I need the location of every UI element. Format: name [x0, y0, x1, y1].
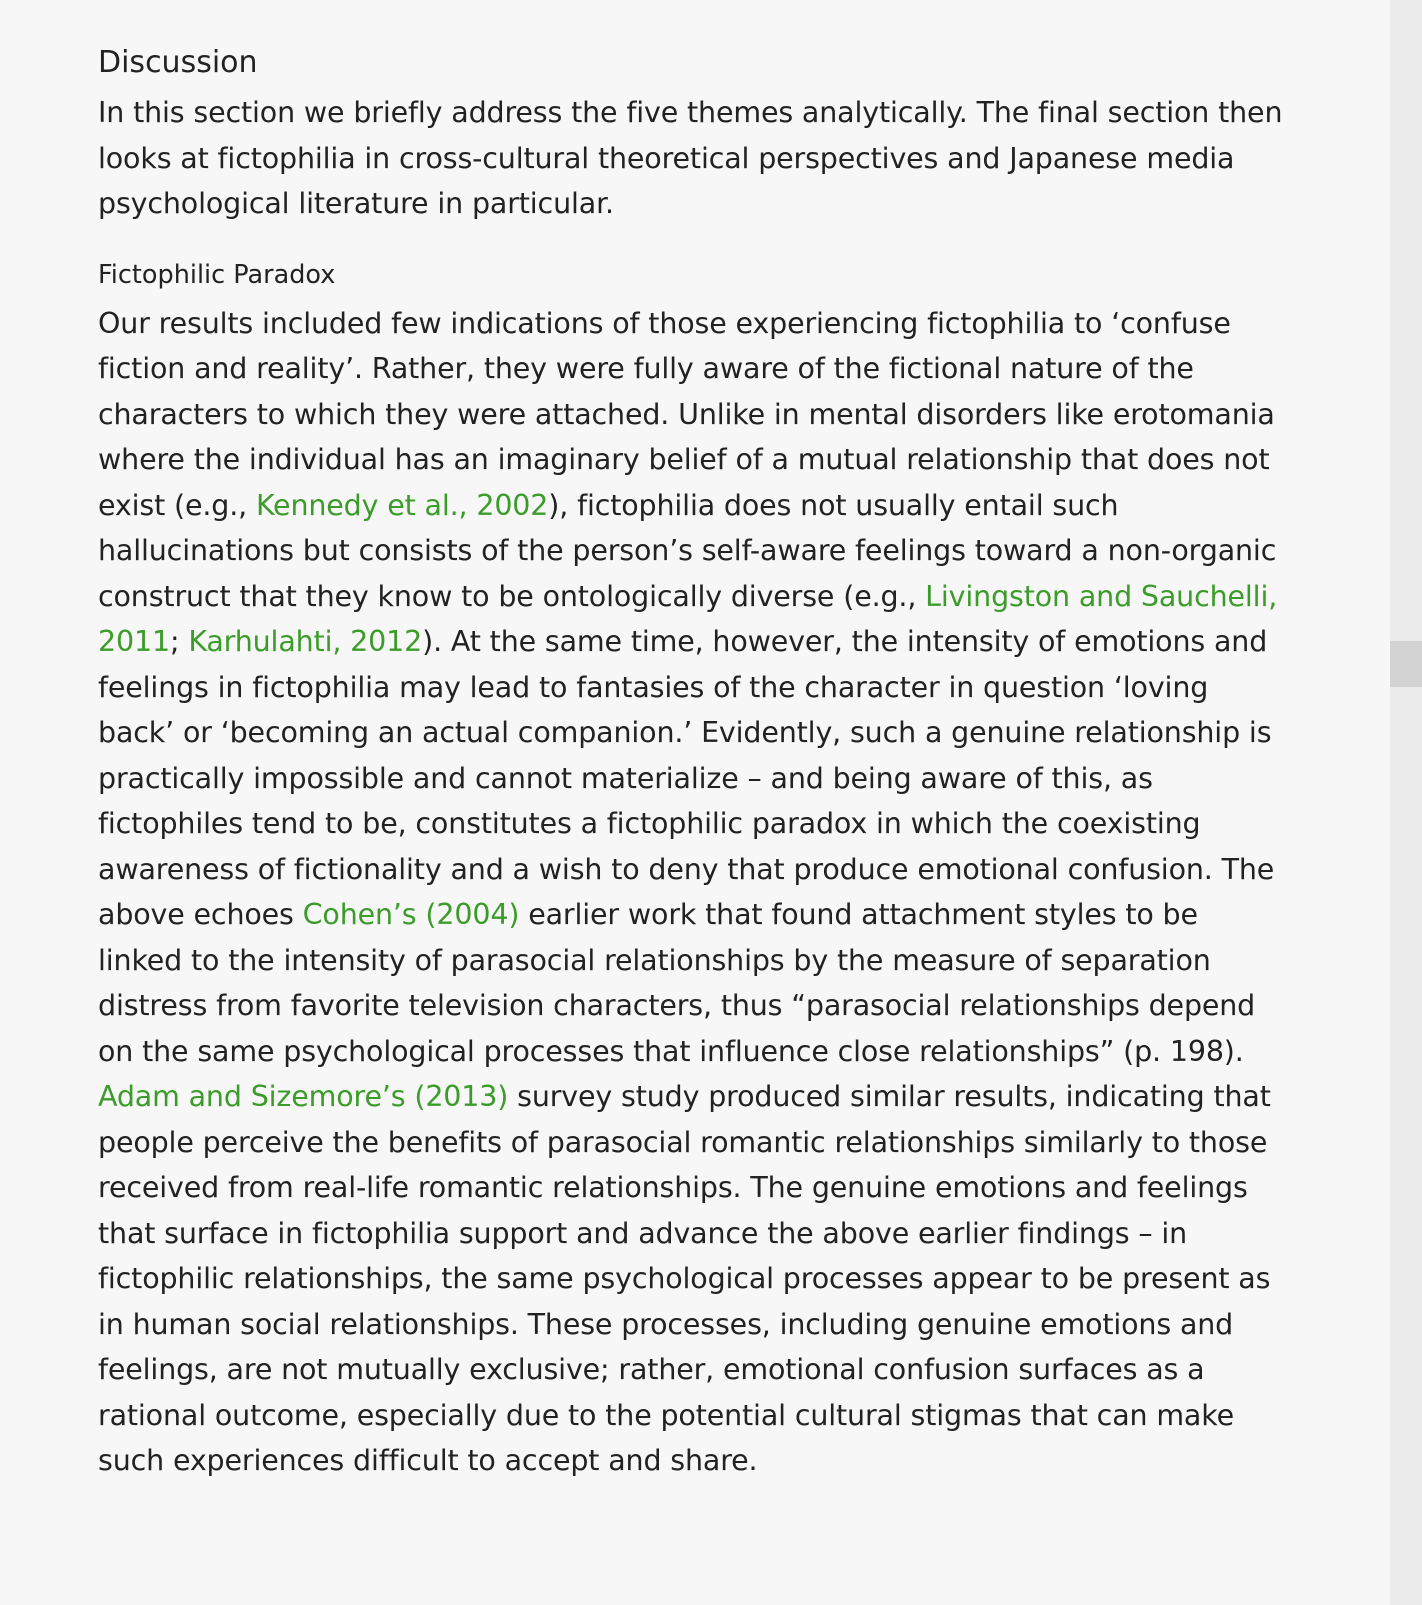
- fictophilic-paradox-paragraph: [98, 301, 1288, 1484]
- citation-link-livingston-sauchelli-2011[interactable]: Livingston and Sauchelli, 2011: [98, 579, 1278, 658]
- scrollbar-thumb[interactable]: [1390, 641, 1422, 687]
- paragraph-text: Our results included few indications of those experiencing fictophilia to ‘confuse fiction and reality’. Rather, they were fully aware of the fictional nature of the characters to which they were attached. Unlike in mental disorders like erotomania where the individual has an imaginary belief of a mutual relationship that does not exist (e.g.,: [98, 306, 1275, 522]
- paragraph-text: survey study produced similar results, indicating that people perceive the benefits of parasocial romantic relationships similarly to those received from real-life romantic relationships. The genuine emotions and feelings that surface in fictophilia support and advance the above earlier findings – in fictophilic relationships, the same psychological processes appear to be present as in human social relationships. These processes, including genuine emotions and feelings, are not mutually exclusive; rather, emotional confusion surfaces as a rational outcome, especially due to the potential cultural stigmas that can make such experiences difficult to accept and share.: [98, 1080, 1271, 1477]
- paragraph-text: ), fictophilia does not usually entail such hallucinations but consists of the person’s self-aware feelings toward a non-organic construct that they know to be ontologically diverse (e.g.,: [98, 488, 1277, 613]
- article-content: [98, 38, 1288, 1484]
- vertical-scrollbar[interactable]: [1390, 0, 1422, 1605]
- paragraph-text: ). At the same time, however, the intensity of emotions and feelings in fictophilia may lead to fantasies of the character in question ‘loving back’ or ‘becoming an actual companion.’ Evidently, such a genuine relationship is practically impossible and cannot materialize – and being aware of this, as fictophiles tend to be, constitutes a fictophilic paradox in which the coexisting awareness of fictionality and a wish to deny that produce emotional confusion. The above echoes: [98, 625, 1275, 931]
- subsection-heading-fictophilic-paradox: Fictophilic Paradox: [98, 259, 336, 290]
- paragraph-text: earlier work that found attachment styles to be linked to the intensity of parasocial relationships by the measure of separation distress from favorite television characters, thus “parasocial relationships depend on the same psychological processes that influence close relationships” (p. 198).: [98, 898, 1256, 1068]
- citation-link-kennedy-2002[interactable]: Kennedy et al., 2002: [255, 488, 549, 522]
- citation-link-cohen-2004[interactable]: Cohen’s (2004): [302, 898, 520, 931]
- citation-link-karhulahti-2012[interactable]: Karhulahti, 2012: [188, 625, 423, 658]
- discussion-intro-paragraph: In this section we briefly address the five themes analytically. The final section then looks at fictophilia in cross-cultural theoretical perspectives and Japanese media psychological literature in particular.: [98, 96, 1283, 220]
- citation-link-adam-sizemore-2013[interactable]: Adam and Sizemore’s (2013): [98, 1080, 509, 1113]
- paragraph-text: ;: [169, 625, 189, 658]
- section-heading-discussion: Discussion: [98, 45, 258, 80]
